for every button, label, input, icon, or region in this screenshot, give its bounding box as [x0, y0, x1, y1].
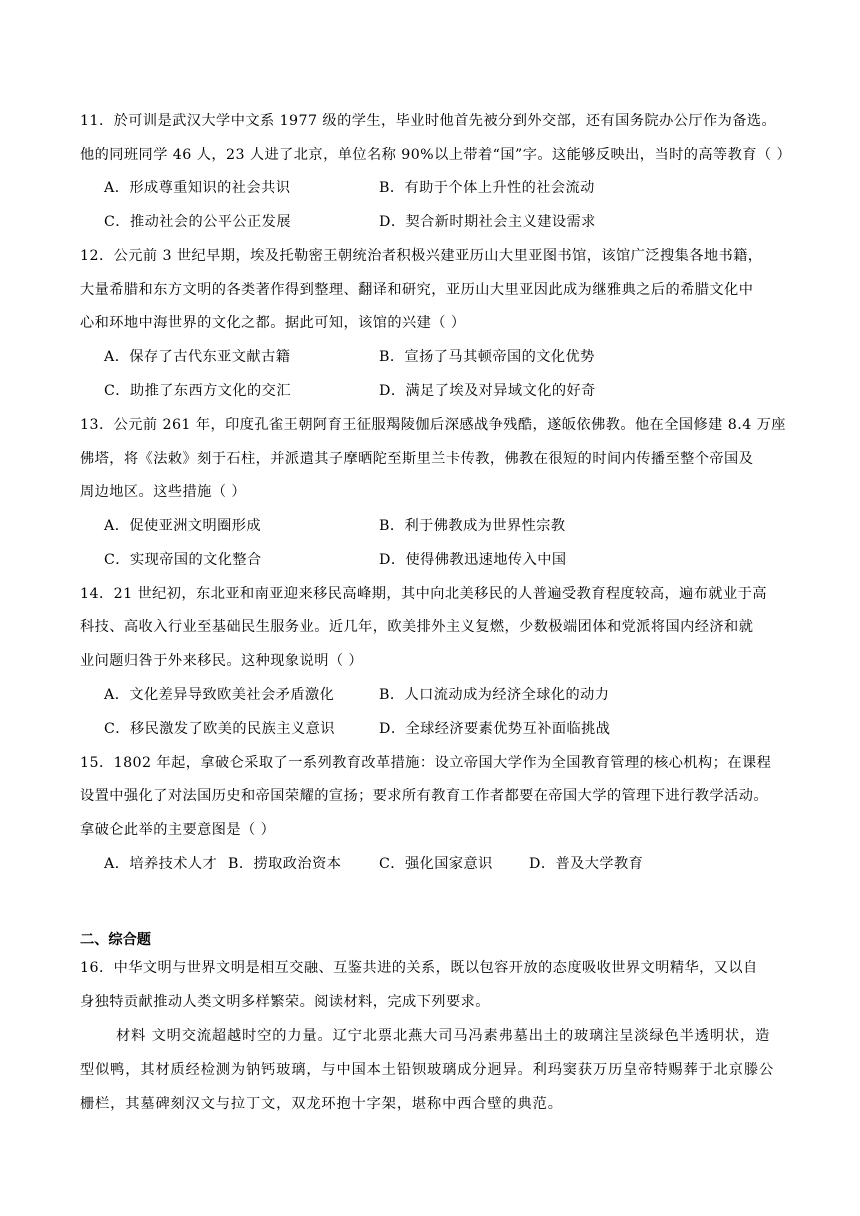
q12-option-b[interactable]: B．宣扬了马其顿帝国的文化优势 [379, 349, 595, 365]
q15-option-d[interactable]: D．普及大学教育 [529, 856, 644, 872]
q12-line-3: 心和环地中海世界的文化之都。据此可知，该馆的兴建（ ） [80, 315, 466, 331]
q13-option-b[interactable]: B．利于佛教成为世界性宗教 [379, 518, 566, 534]
q11-line-1: 11．於可训是武汉大学中文系 1977 级的学生，毕业时他首先被分到外交部，还有国务院办公厅作为备选。 [80, 113, 777, 129]
q14-option-b[interactable]: B．人口流动成为经济全球化的动力 [379, 687, 610, 703]
q16-line-1: 16．中华文明与世界文明是相互交融、互鉴共进的关系，既以包容开放的态度吸收世界文明精华，又以自 [80, 960, 758, 976]
q12-option-a[interactable]: A．保存了古代东亚文献古籍 [104, 349, 291, 365]
q13-option-a[interactable]: A．促使亚洲文明圈形成 [104, 518, 262, 534]
material-line-3: 栅栏，其墓碑刻汉文与拉丁文，双龙环抱十字架，堪称中西合壁的典范。 [80, 1096, 563, 1112]
q15-option-a[interactable]: A．培养技术人才 [104, 856, 218, 872]
q11-option-d[interactable]: D．契合新时期社会主义建设需求 [379, 214, 596, 230]
q13-line-1: 13．公元前 261 年，印度孔雀王朝阿育王征服羯陵伽后深感战争残酷，遂皈依佛教。他在全国修建 8.4 万座 [80, 417, 786, 433]
q15-line-1: 15．1802 年起，拿破仑采取了一系列教育改革措施：设立帝国大学作为全国教育管理的核心机构；在课程 [80, 755, 772, 771]
q12-line-2: 大量希腊和东方文明的各类著作得到整理、翻译和研究，亚历山大里亚因此成为继雅典之后的希腊文化中 [80, 282, 754, 298]
q13-line-2: 佛塔，将《法敕》刻于石柱，并派遣其子摩晒陀至斯里兰卡传教，佛教在很短的时间内传播至整个帝国及 [80, 451, 754, 467]
q14-line-2: 科技、高收入行业至基础民生服务业。近几年，欧美排外主义复燃，少数极端团体和党派将国内经济和就 [80, 619, 754, 635]
q12-line-1: 12．公元前 3 世纪早期，埃及托勒密王朝统治者积极兴建亚历山大里亚图书馆，该馆广泛搜集各地书籍， [80, 248, 763, 264]
q15-line-2: 设置中强化了对法国历史和帝国荣耀的宣扬；要求所有教育工作者都要在帝国大学的管理下进行教学活动。 [80, 788, 768, 804]
material-line-1: 材料 文明交流超越时空的力量。辽宁北票北燕大司马冯素弗墓出土的玻璃注呈淡绿色半透明状，造 [116, 1028, 771, 1044]
q15-option-b[interactable]: B．捞取政治资本 [228, 856, 342, 872]
q11-option-b[interactable]: B．有助于个体上升性的社会流动 [379, 180, 595, 196]
q12-option-d[interactable]: D．满足了埃及对异域文化的好奇 [379, 383, 596, 399]
q14-option-a[interactable]: A．文化差异导致欧美社会矛盾激化 [104, 687, 335, 703]
q13-option-d[interactable]: D．使得佛教迅速地传入中国 [379, 552, 567, 568]
q11-line-2: 他的同班同学 46 人，23 人进了北京，单位名称 90%以上带着“国”字。这能够反映出，当时的高等教育（ ） [80, 147, 792, 163]
q11-option-c[interactable]: C．推动社会的公平公正发展 [104, 214, 291, 230]
q14-line-1: 14．21 世纪初，东北亚和南亚迎来移民高峰期，其中向北美移民的人普遍受教育程度较高，遍布就业于高 [80, 586, 767, 602]
q13-option-c[interactable]: C．实现帝国的文化整合 [104, 552, 262, 568]
q15-option-c[interactable]: C．强化国家意识 [379, 856, 493, 872]
q14-option-c[interactable]: C．移民激发了欧美的民族主义意识 [104, 721, 335, 737]
q15-line-3: 拿破仑此举的主要意图是（ ） [80, 822, 276, 838]
section-title: 二、综合题 [80, 932, 151, 948]
material-line-2: 型似鸭，其材质经检测为钠钙玻璃，与中国本土铅钡玻璃成分迥异。利玛窦获万历皇帝特赐葬于北京滕公 [80, 1062, 775, 1078]
q14-line-3: 业问题归咎于外来移民。这种现象说明（ ） [80, 653, 364, 669]
q11-option-a[interactable]: A．形成尊重知识的社会共识 [104, 180, 291, 196]
q16-line-2: 身独特贡献推动人类文明多样繁荣。阅读材料，完成下列要求。 [80, 994, 490, 1010]
q14-option-d[interactable]: D．全球经济要素优势互补面临挑战 [379, 721, 611, 737]
q12-option-c[interactable]: C．助推了东西方文化的交汇 [104, 383, 291, 399]
q13-line-3: 周边地区。这些措施（ ） [80, 484, 246, 500]
